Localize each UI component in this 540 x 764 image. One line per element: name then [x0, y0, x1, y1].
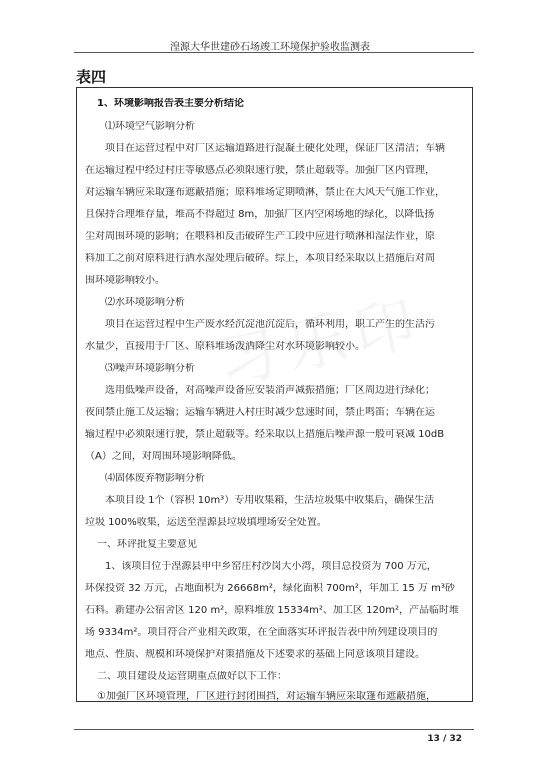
text-line: 输过程中必须限速行驶，禁止超载等。经采取以上措施后噪声源一般可衰减 10dB [85, 429, 445, 440]
subheading-water: ⑵水环境影响分析 [105, 297, 185, 308]
text-line: （A）之间，对周围环境影响降低。 [85, 451, 242, 462]
footer-divider [74, 729, 474, 730]
text-line: 料加工之前对原料进行洒水湿处理后破碎。综上，本项目经采取以上措施后对周 [85, 253, 435, 264]
text-line: 垃圾 100%收集，运送至湟源县垃圾填埋场安全处置。 [85, 517, 327, 528]
text-line: 夜间禁止施工及运输；运输车辆进入村庄时减少怠速时间，禁止鸣笛；车辆在运 [85, 407, 435, 418]
page-number: 13 / 32 [427, 734, 462, 744]
document-header-title: 湟源大华世建砂石场竣工环境保护验收监测表 [170, 42, 370, 53]
text-line: 1、该项目位于湟源县申中乡窑庄村沙岗大小湾，项目总投资为 700 万元， [105, 561, 437, 572]
header-divider [74, 52, 474, 53]
text-line: ①加强厂区环境管理，厂区进行封闭围挡，对运输车辆应采取篷布遮蔽措施， [97, 691, 436, 702]
content-table-cell [76, 87, 473, 702]
text-line: 项目在运营过程中生产废水经沉淀池沉淀后，循环利用，职工产生的生活污 [105, 319, 435, 330]
text-line: 且保持合理堆存量，堆高不得超过 8m，加强厂区内空闲场地的绿化，以降低扬 [85, 209, 435, 220]
text-line: 环保投资 32 万元，占地面积为 26668m²，绿化面积 700m²，年加工 15 万 m³砂 [85, 583, 455, 594]
text-line: 地点、性质、规模和环境保护对策措施及下述要求的基础上同意该项目建设。 [85, 649, 425, 660]
heading-analysis-conclusions: 1、环境影响报告表主要分析结论 [97, 98, 244, 109]
text-line: 围环境影响较小。 [85, 275, 165, 286]
text-line: 在运输过程中经过村庄等敏感点必须限速行驶，禁止超载等。加强厂区内管理， [85, 165, 435, 176]
text-line: 尘对周围环境的影响；在喂料和反击破碎生产工段中应进行喷淋和湿法作业，原 [85, 231, 435, 242]
subheading-air: ⑴环境空气影响分析 [105, 121, 195, 132]
text-line: 石料。新建办公宿舍区 120 m²，原料堆放 15334m²、加工区 120m²，产品临时堆 [85, 605, 459, 616]
text-line: 选用低噪声设备，对高噪声设备应安装消声减振措施；厂区周边进行绿化； [105, 385, 435, 396]
heading-key-work: 二、项目建设及运营期重点做好以下工作： [97, 671, 287, 682]
subheading-noise: ⑶噪声环境影响分析 [105, 363, 195, 374]
text-line: 对运输车辆应采取篷布遮蔽措施；原料堆场定期喷淋，禁止在大风天气施工作业， [85, 187, 445, 198]
text-line: 场 9334m²。项目符合产业相关政策，在全面落实环评报告表中所列建设项目的 [85, 627, 438, 638]
text-line: 本项目设 1个（容积 10m³）专用收集箱，生活垃圾集中收集后，确保生活 [105, 495, 435, 506]
subheading-solid-waste: ⑷固体废弃物影响分析 [105, 473, 205, 484]
heading-approval-opinions: 一、环评批复主要意见 [97, 539, 197, 550]
section-title: 表四 [76, 68, 107, 86]
text-line: 水量少，直接用于厂区、原料堆场泼洒降尘对水环境影响较小。 [85, 341, 365, 352]
text-line: 项目在运营过程中对厂区运输道路进行混凝土硬化处理，保证厂区清洁；车辆 [105, 143, 445, 154]
